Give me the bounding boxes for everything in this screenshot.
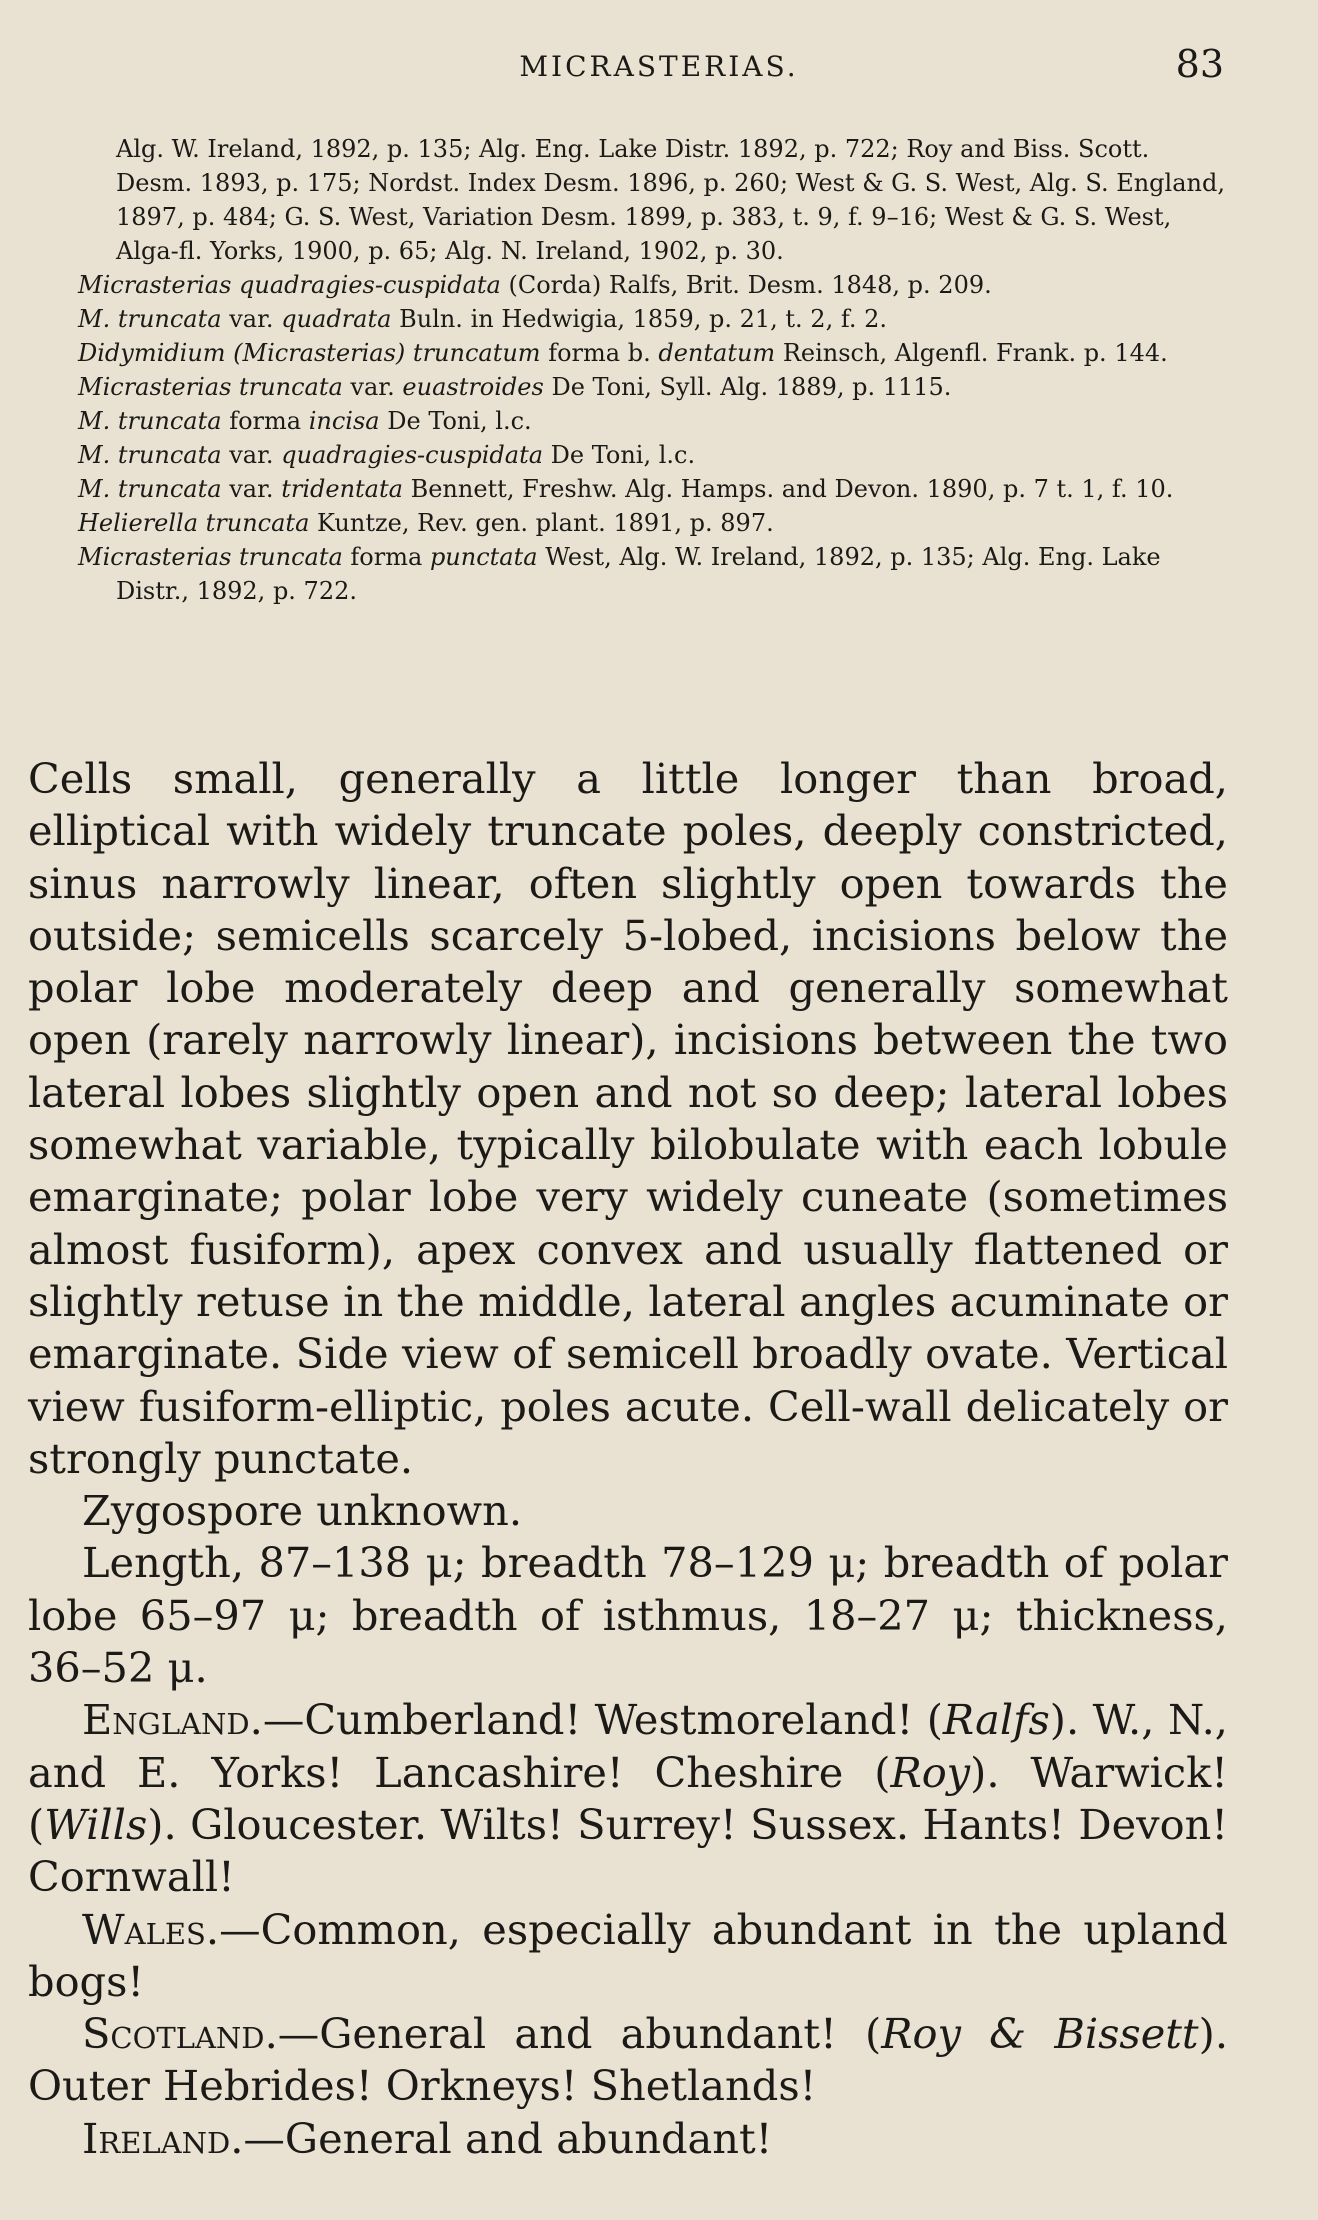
region-heading: Wales. xyxy=(82,1904,220,1954)
taxon-name: tridentata xyxy=(281,475,403,503)
distribution-scotland: Scotland.—General and abundant! (Roy & Bissett). Outer Hebrides! Orkneys! Shetlands! xyxy=(28,2009,1229,2111)
taxon-name: M. truncata xyxy=(78,305,222,333)
synonym-entry: Micrasterias truncata forma punctata West, Alg. W. Ireland, 1892, p. 135; Alg. Eng. Lake Distr., 1892, p. 722. xyxy=(78,543,1161,605)
authority-name: Wills xyxy=(44,1799,148,1849)
synonym-entry: Alg. W. Ireland, 1892, p. 135; Alg. Eng. Lake Distr. 1892, p. 722; Roy and Biss. Scott. Desm. 1893, p. 175; Nordst. Index Desm. 1896, p. 260; West & G. S. West, Alg. S. England, 1897, p. 484; G. S. West, Variation Desm. 1899, p. 383, t. 9, f. 9–16; West & G. S. West, Alga-fl. Yorks, 1900, p. 65; Alg. N. Ireland, 1902, p. 30. xyxy=(116,135,1225,265)
synonym-entry: Helierella truncata Kuntze, Rev. gen. plant. 1891, p. 897. xyxy=(78,509,774,537)
zygospore-paragraph: Zygospore unknown. xyxy=(82,1486,523,1536)
authority-name: Ralfs xyxy=(942,1695,1050,1745)
page-number: 83 xyxy=(1175,42,1224,86)
page-header xyxy=(0,42,1318,102)
taxon-name: Helierella truncata xyxy=(78,509,310,537)
taxon-name: Didymidium (Micrasterias) truncatum xyxy=(78,339,541,367)
synonym-entry: Didymidium (Micrasterias) truncatum forma b. dentatum Reinsch, Algenfl. Frank. p. 144. xyxy=(78,339,1168,367)
taxon-name: punctata xyxy=(429,543,538,571)
taxon-name: M. truncata xyxy=(78,441,222,469)
synonym-entry: M. truncata var. quadragies-cuspidata De Toni, l.c. xyxy=(78,441,696,469)
taxon-name: M. truncata xyxy=(78,407,222,435)
distribution-wales: Wales.—Common, especially abundant in the upland bogs! xyxy=(28,1904,1228,2006)
synonym-entry: M. truncata forma incisa De Toni, l.c. xyxy=(78,407,532,435)
region-heading: Ireland. xyxy=(82,2113,244,2163)
running-title: MICRASTERIAS. xyxy=(519,50,799,83)
distribution-ireland: Ireland.—General and abundant! xyxy=(82,2113,773,2163)
synonymy-list xyxy=(78,132,1228,608)
taxon-name: quadrata xyxy=(281,305,392,333)
taxon-name: Micrasterias quadragies-cuspidata xyxy=(78,271,501,299)
taxon-name: euastroides xyxy=(402,373,544,401)
taxon-name: dentatum xyxy=(658,339,776,367)
taxon-name: Micrasterias truncata xyxy=(78,373,343,401)
authority-name: Roy xyxy=(890,1747,971,1797)
authority-name: Roy & Bissett xyxy=(881,2009,1199,2059)
synonym-entry: Micrasterias truncata var. euastroides De Toni, Syll. Alg. 1889, p. 1115. xyxy=(78,373,952,401)
synonym-entry: M. truncata var. tridentata Bennett, Freshw. Alg. Hamps. and Devon. 1890, p. 7 t. 1, f. 10. xyxy=(78,475,1174,503)
taxon-name: Micrasterias truncata xyxy=(78,543,343,571)
synonym-entry: Micrasterias quadragies-cuspidata (Corda) Ralfs, Brit. Desm. 1848, p. 209. xyxy=(78,271,992,299)
measurements-paragraph: Length, 87–138 μ; breadth 78–129 μ; breadth of polar lobe 65–97 μ; breadth of isthmus, 18–27 μ; thickness, 36–52 μ. xyxy=(28,1538,1228,1693)
distribution-england: England.—Cumberland! Westmoreland! (Ralfs). W., N., and E. Yorks! Lancashire! Cheshire (Roy). Warwick! (Wills). Gloucester. Wilts! Surrey! Sussex. Hants! Devon! Cornwall! xyxy=(28,1695,1228,1902)
description-paragraph: Cells small, generally a little longer than broad, elliptical with widely truncate poles, deeply constricted, sinus narrowly linear, often slightly open towards the outside; semicells scarcely 5-lobed, incisions below the polar lobe moderately deep and generally somewhat open (rarely narrowly linear), incisions between the two lateral lobes slightly open and not so deep; lateral lobes somewhat variable, typically bilobulate with each lobule emarginate; polar lobe very widely cuneate (sometimes almost fusiform), apex convex and usually flattened or slightly retuse in the middle, lateral angles acuminate or emarginate. Side view of semicell broadly ovate. Vertical view fusiform-elliptic, poles acute. Cell-wall delicately or strongly punctate. xyxy=(28,754,1228,1483)
region-heading: England. xyxy=(82,1695,263,1745)
taxon-name: incisa xyxy=(308,407,380,435)
species-description xyxy=(28,753,1228,2165)
synonym-entry: M. truncata var. quadrata Buln. in Hedwigia, 1859, p. 21, t. 2, f. 2. xyxy=(78,305,888,333)
taxon-name: M. truncata xyxy=(78,475,222,503)
region-heading: Scotland. xyxy=(82,2009,278,2059)
taxon-name: quadragies-cuspidata xyxy=(281,441,544,469)
